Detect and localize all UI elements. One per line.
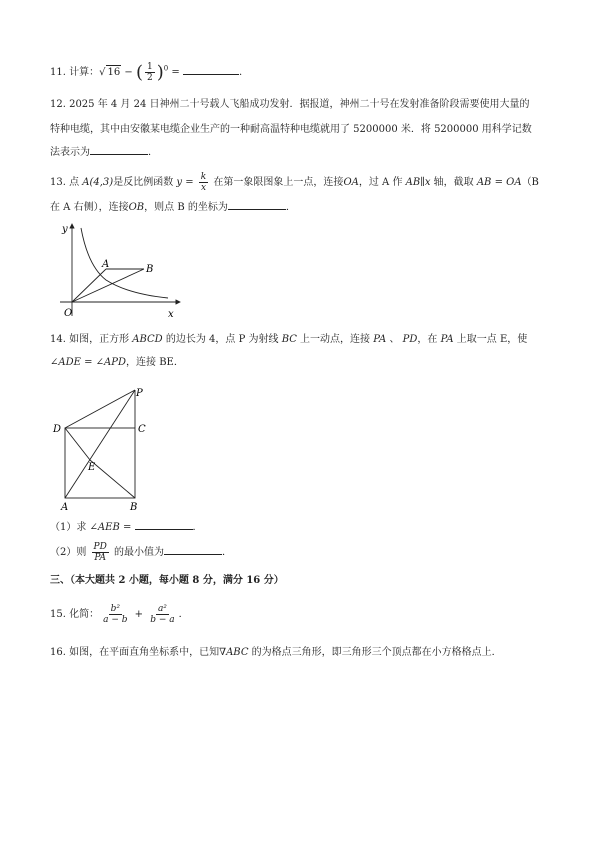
q15-number: 15. 化简： xyxy=(50,609,100,620)
q11-number: 11. 计算： xyxy=(50,67,100,78)
fraction-2 xyxy=(148,604,176,625)
sub2-prefix: （2）则 xyxy=(50,547,90,558)
figure-14-square xyxy=(52,382,162,514)
triangle-abc: ABC xyxy=(226,647,249,658)
frac-den: PA xyxy=(94,553,107,563)
label-a: A xyxy=(102,259,110,270)
frac-den: b − a xyxy=(150,615,175,625)
label-e: E xyxy=(88,462,96,473)
q12-prefix: 法表示为 xyxy=(50,147,90,158)
segment-pa-line xyxy=(65,390,135,498)
frac-num: b² xyxy=(110,604,120,614)
q13-number: 13. 点 xyxy=(50,177,83,188)
figure-13-graph xyxy=(58,220,188,320)
q13-text: 轴，截取 xyxy=(430,177,477,188)
question-14-line1 xyxy=(50,333,527,346)
exponent: 0 xyxy=(163,64,169,73)
angle-condition: ∠ADE = ∠APD xyxy=(50,357,127,368)
period: . xyxy=(238,67,243,78)
hyperbola-curve xyxy=(81,228,168,298)
equals-sign: = xyxy=(168,67,183,78)
square-abcd: ABCD xyxy=(132,334,163,345)
ab-equals-oa: AB = OA xyxy=(476,177,522,188)
sub2-text: 的最小值为 xyxy=(110,547,165,558)
label-c: C xyxy=(138,424,146,435)
q14-text: ，连接 BE． xyxy=(126,357,184,368)
question-13-line2 xyxy=(50,200,296,214)
q14-text: 的边长为 4，点 P 为射线 xyxy=(162,334,282,345)
question-16 xyxy=(50,646,502,659)
left-paren: ( xyxy=(135,62,143,83)
plus-sign: + xyxy=(131,609,147,620)
equals-sign: = xyxy=(119,522,135,533)
label-p: P xyxy=(136,388,143,399)
period: ． xyxy=(222,547,233,558)
answer-blank[interactable] xyxy=(90,145,148,155)
question-12-line3 xyxy=(50,145,158,159)
frac-den: x xyxy=(200,183,207,193)
section-3-heading: 三、（本大题共 2 小题，每小题 8 分，满分 16 分） xyxy=(50,575,284,586)
question-12-line1: 12. 2025 年 4 月 24 日神州二十号载人飞船成功发射．据报道，神州二十号在发射准备阶段需要使用大量的 xyxy=(50,99,530,110)
period: ． xyxy=(192,522,203,533)
pd-over-pa xyxy=(92,542,109,563)
q13-text: （B xyxy=(521,177,539,188)
right-paren: ) xyxy=(156,62,164,83)
frac-num: PD xyxy=(93,542,107,552)
angle-aeb: ∠AEB xyxy=(89,522,120,533)
fraction-1 xyxy=(101,604,129,625)
segment-ob: OB xyxy=(128,202,145,213)
separator: 、 xyxy=(386,334,403,345)
period: ． xyxy=(148,147,158,158)
label-d: D xyxy=(53,424,62,435)
point-a: A(4,3) xyxy=(82,177,114,188)
ab-parallel-x: AB∥x xyxy=(405,177,431,188)
q16-prefix: 16. 如图，在平面直角坐标系中，已知∇ xyxy=(50,647,227,658)
frac-num: k xyxy=(200,172,207,182)
square-abcd-shape xyxy=(65,428,135,498)
period: ． xyxy=(285,202,296,213)
answer-blank[interactable] xyxy=(164,545,222,555)
question-14-sub2 xyxy=(50,542,232,563)
sqrt-sign: √ xyxy=(99,67,106,78)
k-over-x xyxy=(199,172,208,193)
question-14-sub1 xyxy=(50,520,203,534)
frac-den: 2 xyxy=(146,73,153,83)
ray-bc: BC xyxy=(281,334,297,345)
frac-den: a − b xyxy=(103,615,128,625)
frac-num: a² xyxy=(157,604,167,614)
question-12-line2: 特种电缆，其中由安徽某电缆企业生产的一种耐高温特种电缆就用了 5200000 米．将 5200000 用科学记数 xyxy=(50,124,532,135)
segment-pd: PD xyxy=(402,334,418,345)
answer-blank[interactable] xyxy=(135,520,193,530)
minus-sign: − xyxy=(121,67,136,78)
question-14-line2 xyxy=(50,356,184,369)
q16-text: 的为格点三角形，即三角形三个顶点都在小方格格点上． xyxy=(248,647,502,658)
q13-text: ，过 A 作 xyxy=(358,177,406,188)
sqrt-value: 16 xyxy=(107,67,121,78)
question-11 xyxy=(50,62,242,83)
segment-pa: PA xyxy=(373,334,387,345)
segment-oa: OA xyxy=(343,177,359,188)
segment-oa-line xyxy=(72,269,106,302)
q14-text: 上一动点，连接 xyxy=(296,334,374,345)
q13-text: 在 A 右侧），连接 xyxy=(50,202,129,213)
q13-text: 是反比例函数 xyxy=(113,177,177,188)
sub1-prefix: （1）求 xyxy=(50,522,90,533)
segment-de-line xyxy=(65,428,90,460)
frac-num: 1 xyxy=(146,62,153,72)
q14-number: 14. 如图，正方形 xyxy=(50,334,133,345)
label-a: A xyxy=(61,502,69,513)
period: ． xyxy=(178,609,189,620)
half-fraction xyxy=(145,62,155,83)
segment-be-line xyxy=(90,460,135,498)
answer-blank[interactable] xyxy=(183,65,239,75)
segment-pa: PA xyxy=(440,334,454,345)
label-b: B xyxy=(130,502,138,513)
question-13-line1 xyxy=(50,172,539,193)
label-y: y xyxy=(62,224,68,235)
q13-text: 在第一象限图象上一点，连接 xyxy=(210,177,344,188)
question-15 xyxy=(50,604,189,625)
q14-text: ，在 xyxy=(417,334,441,345)
answer-blank[interactable] xyxy=(228,200,286,210)
q14-text: 上取一点 E，使 xyxy=(453,334,528,345)
func-y: y = xyxy=(176,177,197,188)
segment-ob-line xyxy=(72,269,144,302)
label-x: x xyxy=(168,309,174,320)
segment-pd-line xyxy=(65,390,135,428)
label-b: B xyxy=(146,264,154,275)
q13-text: ，则点 B 的坐标为 xyxy=(144,202,228,213)
label-o: O xyxy=(64,308,73,319)
